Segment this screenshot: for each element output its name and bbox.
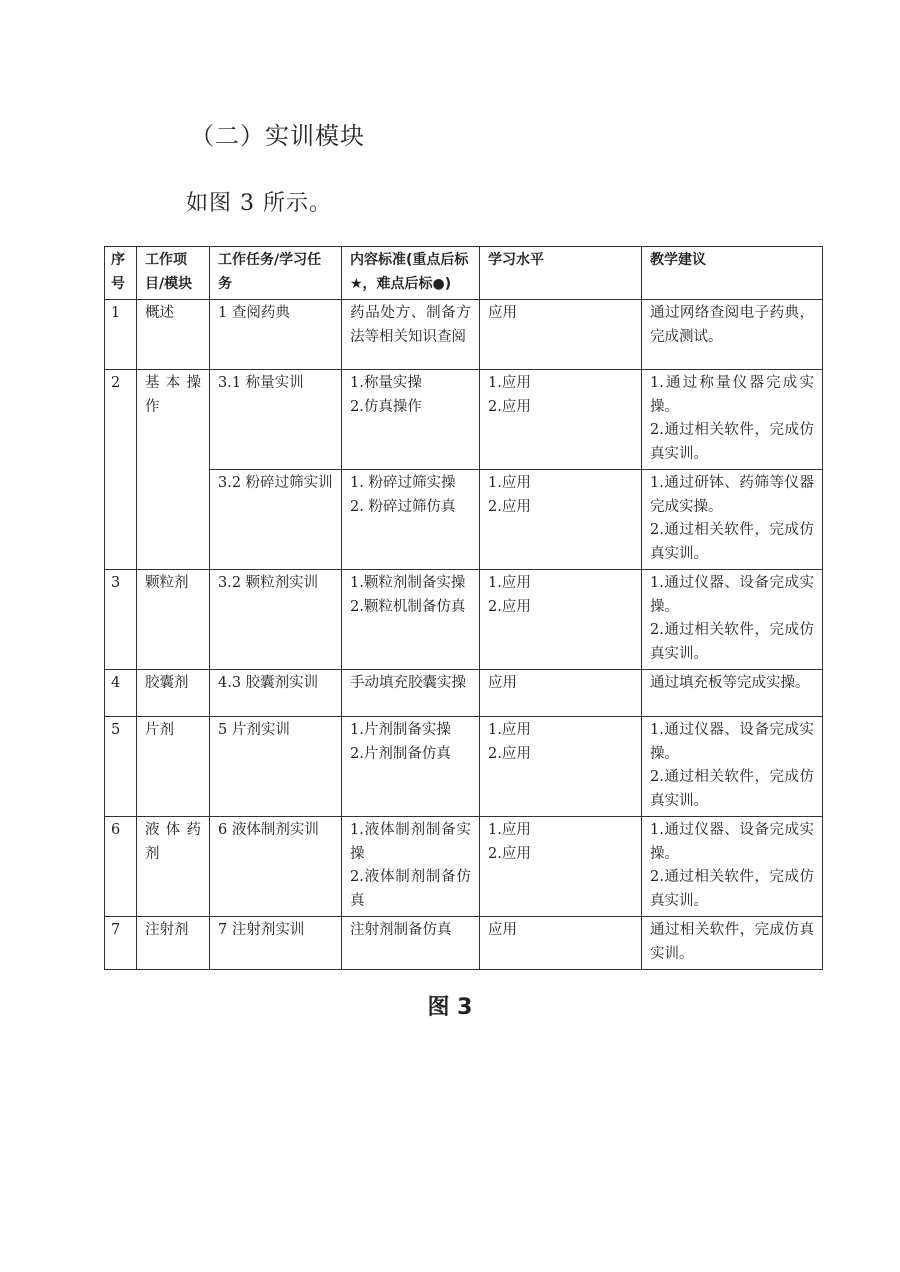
cell-suggestion-line: 2.通过相关软件，完成仿真实训。 bbox=[650, 422, 814, 462]
cell-seq bbox=[105, 917, 137, 970]
header-standard: 内容标准(重点后标★，难点后标●) bbox=[342, 247, 480, 300]
cell-seq-line: 5 bbox=[111, 722, 121, 738]
cell-standard-line: 2.片剂制备仿真 bbox=[350, 745, 451, 762]
cell-task-line: 5 片剂实训 bbox=[218, 722, 290, 738]
cell-suggestion bbox=[642, 717, 823, 817]
cell-standard-line: 2.液体制剂制备仿真 bbox=[350, 869, 471, 909]
cell-standard-line: 1.液体制剂制备实操 bbox=[350, 822, 471, 862]
cell-suggestion-line: 通过网络查阅电子药典，完成测试。 bbox=[650, 305, 814, 345]
cell-seq-line: 7 bbox=[111, 922, 121, 938]
cell-standard-line: 1.片剂制备实操 bbox=[350, 722, 451, 738]
cell-standard bbox=[342, 470, 480, 570]
cell-task-line: 3.2 粉碎过筛实训 bbox=[218, 475, 333, 491]
cell-level-line: 2.应用 bbox=[488, 398, 531, 415]
cell-task bbox=[210, 370, 342, 470]
figure-caption: 图 3 bbox=[427, 995, 473, 1020]
cell-seq bbox=[105, 370, 137, 570]
cell-standard-line: 2. 粉碎过筛仿真 bbox=[350, 498, 456, 515]
header-task: 工作任务/学习任务 bbox=[210, 247, 342, 300]
cell-level bbox=[480, 300, 642, 370]
cell-level bbox=[480, 670, 642, 717]
cell-suggestion bbox=[642, 917, 823, 970]
cell-seq bbox=[105, 817, 137, 917]
cell-project bbox=[137, 370, 210, 570]
cell-suggestion bbox=[642, 370, 823, 470]
cell-task-line: 3.2 颗粒剂实训 bbox=[218, 575, 319, 591]
cell-suggestion-line: 通过填充板等完成实操。 bbox=[650, 675, 810, 691]
cell-task bbox=[210, 670, 342, 717]
cell-suggestion bbox=[642, 570, 823, 670]
cell-suggestion-line: 2.通过相关软件，完成仿真实训。 bbox=[650, 522, 814, 562]
cell-level bbox=[480, 817, 642, 917]
cell-project-line: 胶囊剂 bbox=[145, 675, 189, 691]
header-seq: 序号 bbox=[105, 247, 137, 300]
cell-seq bbox=[105, 670, 137, 717]
cell-suggestion-line: 2.通过相关软件，完成仿真实训。 bbox=[650, 769, 814, 809]
header-level: 学习水平 bbox=[480, 247, 642, 300]
table-body bbox=[105, 300, 823, 970]
cell-suggestion bbox=[642, 300, 823, 370]
cell-level bbox=[480, 470, 642, 570]
cell-standard bbox=[342, 570, 480, 670]
cell-standard-line: 1. 粉碎过筛实操 bbox=[350, 475, 456, 491]
cell-suggestion-line: 1.通过仪器、设备完成实操。 bbox=[650, 722, 814, 762]
cell-seq bbox=[105, 717, 137, 817]
table-row bbox=[105, 670, 823, 717]
cell-standard bbox=[342, 370, 480, 470]
intro-text: 如图 3 所示。 bbox=[186, 191, 332, 216]
cell-project bbox=[137, 570, 210, 670]
cell-seq-line: 3 bbox=[111, 575, 121, 591]
cell-project-line: 颗粒剂 bbox=[145, 575, 189, 591]
cell-task bbox=[210, 300, 342, 370]
table-row bbox=[105, 917, 823, 970]
cell-project bbox=[137, 917, 210, 970]
cell-suggestion-line: 1.通过研钵、药筛等仪器完成实操。 bbox=[650, 475, 814, 515]
cell-task bbox=[210, 570, 342, 670]
cell-project-line: 注射剂 bbox=[145, 922, 189, 938]
cell-level-line: 1.应用 bbox=[488, 822, 531, 838]
cell-project-line: 片剂 bbox=[145, 722, 174, 738]
cell-suggestion-line: 通过相关软件，完成仿真实训。 bbox=[650, 922, 814, 962]
cell-standard-line: 注射剂制备仿真 bbox=[350, 922, 452, 938]
cell-suggestion-line: 2.通过相关软件，完成仿真实训。 bbox=[650, 869, 814, 909]
cell-seq-line: 6 bbox=[111, 822, 121, 838]
cell-suggestion-line: 2.通过相关软件，完成仿真实训。 bbox=[650, 622, 814, 662]
cell-task bbox=[210, 470, 342, 570]
cell-seq-line: 1 bbox=[111, 305, 121, 321]
cell-project-line: 概述 bbox=[145, 305, 174, 321]
cell-level-line: 应用 bbox=[488, 675, 517, 691]
cell-task bbox=[210, 917, 342, 970]
cell-standard-line: 1.颗粒剂制备实操 bbox=[350, 575, 466, 591]
cell-level-line: 2.应用 bbox=[488, 598, 531, 615]
cell-task-line: 7 注射剂实训 bbox=[218, 922, 305, 938]
cell-task bbox=[210, 717, 342, 817]
cell-task-line: 3.1 称量实训 bbox=[218, 375, 304, 391]
table-header-row bbox=[105, 247, 823, 300]
cell-level-line: 1.应用 bbox=[488, 375, 531, 391]
cell-level bbox=[480, 917, 642, 970]
cell-task-line: 4.3 胶囊剂实训 bbox=[218, 675, 319, 691]
cell-project bbox=[137, 300, 210, 370]
cell-standard-line: 药品处方、制备方法等相关知识查阅 bbox=[350, 305, 471, 345]
table-row bbox=[105, 370, 823, 470]
cell-standard bbox=[342, 300, 480, 370]
cell-seq bbox=[105, 570, 137, 670]
header-suggestion: 教学建议 bbox=[642, 247, 823, 300]
cell-project bbox=[137, 670, 210, 717]
cell-level-line: 应用 bbox=[488, 922, 517, 938]
training-module-table bbox=[104, 246, 823, 970]
table-row bbox=[105, 817, 823, 917]
cell-standard-line: 2.仿真操作 bbox=[350, 398, 422, 415]
cell-seq bbox=[105, 300, 137, 370]
cell-level bbox=[480, 570, 642, 670]
cell-level-line: 1.应用 bbox=[488, 722, 531, 738]
cell-suggestion-line: 1.通过仪器、设备完成实操。 bbox=[650, 575, 814, 615]
cell-task bbox=[210, 817, 342, 917]
cell-level-line: 2.应用 bbox=[488, 845, 531, 862]
cell-suggestion-line: 1.通过称量仪器完成实操。 bbox=[650, 375, 814, 415]
cell-standard bbox=[342, 717, 480, 817]
cell-standard bbox=[342, 670, 480, 717]
cell-suggestion bbox=[642, 817, 823, 917]
cell-level-line: 1.应用 bbox=[488, 575, 531, 591]
table-row bbox=[105, 570, 823, 670]
cell-task-line: 1 查阅药典 bbox=[218, 305, 290, 321]
section-heading: （二）实训模块 bbox=[190, 122, 365, 150]
cell-project bbox=[137, 717, 210, 817]
cell-standard bbox=[342, 817, 480, 917]
table-row bbox=[105, 300, 823, 370]
header-project: 工作项目/模块 bbox=[137, 247, 210, 300]
cell-project-line: 基本操作 bbox=[145, 375, 201, 415]
cell-suggestion-line: 1.通过仪器、设备完成实操。 bbox=[650, 822, 814, 862]
cell-standard-line: 1.称量实操 bbox=[350, 375, 422, 391]
cell-suggestion bbox=[642, 670, 823, 717]
table-row bbox=[105, 470, 823, 570]
cell-seq-line: 4 bbox=[111, 675, 121, 691]
cell-project bbox=[137, 817, 210, 917]
cell-level bbox=[480, 370, 642, 470]
cell-level-line: 1.应用 bbox=[488, 475, 531, 491]
cell-standard-line: 2.颗粒机制备仿真 bbox=[350, 598, 466, 615]
cell-level bbox=[480, 717, 642, 817]
cell-project-line: 液体药剂 bbox=[145, 822, 201, 862]
cell-standard-line: 手动填充胶囊实操 bbox=[350, 675, 466, 691]
cell-level-line: 2.应用 bbox=[488, 745, 531, 762]
cell-seq-line: 2 bbox=[111, 375, 121, 391]
cell-standard bbox=[342, 917, 480, 970]
cell-level-line: 应用 bbox=[488, 305, 517, 321]
cell-task-line: 6 液体制剂实训 bbox=[218, 822, 319, 838]
table-row bbox=[105, 717, 823, 817]
cell-level-line: 2.应用 bbox=[488, 498, 531, 515]
cell-suggestion bbox=[642, 470, 823, 570]
